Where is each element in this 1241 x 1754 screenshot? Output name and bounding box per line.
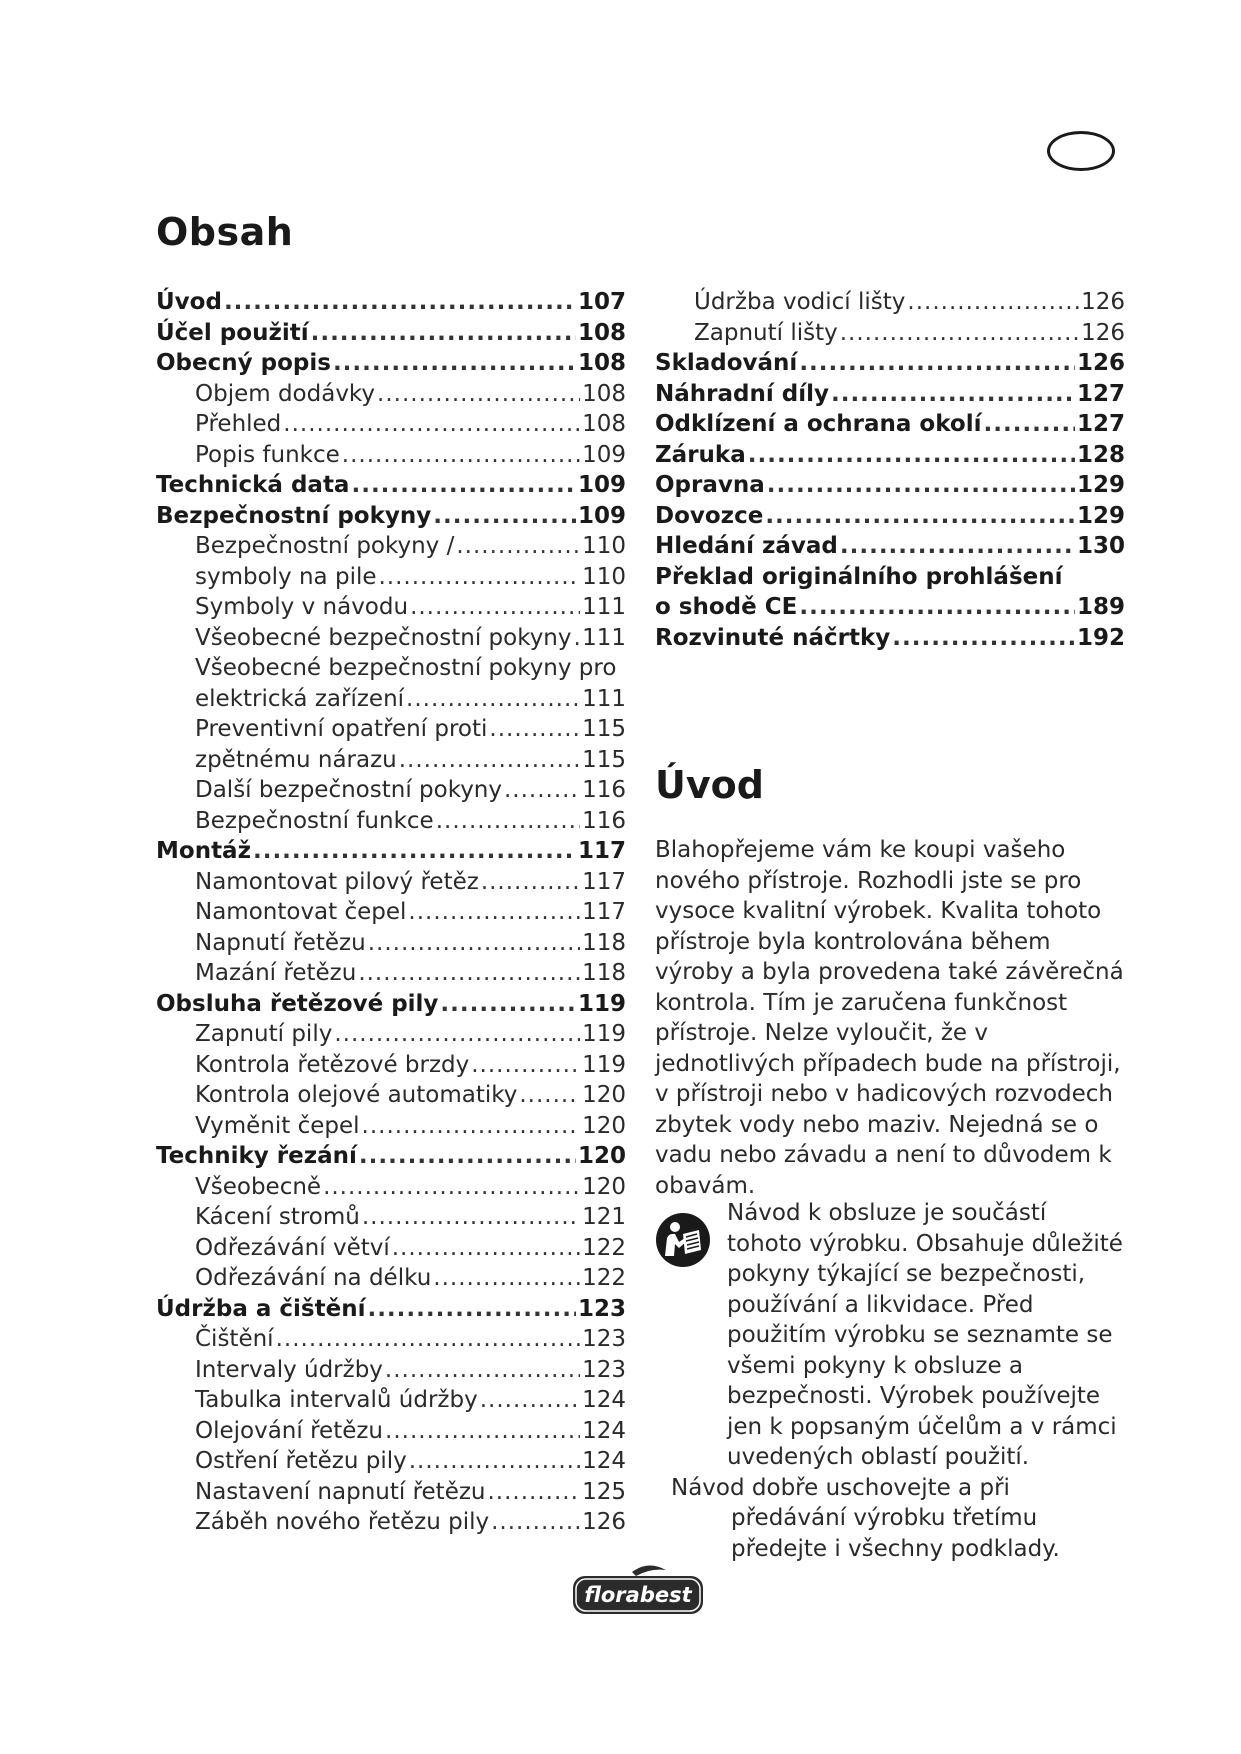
toc-entry-page: 120 — [577, 1143, 626, 1169]
toc-entry-page: 107 — [577, 289, 626, 315]
toc-entry-label: Překlad originálního prohlášení — [655, 563, 1063, 590]
toc-entry — [655, 348, 1125, 379]
toc-entry-label: zpětnému nárazu — [195, 746, 397, 773]
toc-dot-leader — [283, 409, 580, 440]
toc-dot-leader — [907, 287, 1079, 318]
toc-entry — [156, 531, 626, 562]
toc-entry-page: 129 — [1076, 472, 1125, 498]
toc-dot-leader — [433, 1263, 580, 1294]
toc-entry — [156, 684, 626, 715]
manual-notice-text: Návod k obsluze je součástí tohoto výrobku. Obsahuje důležité pokyny týkající se bezpečnosti, používání a likvidace. Před použitím výrobku se seznamte se všemi pokyny k obsluze a bezpečnosti. Výrobek používejte jen k popsaným účelům a v rámci uvedených oblastí použití. — [727, 1200, 1123, 1470]
toc-entry-label: Namontovat pilový řetěz — [195, 868, 479, 895]
toc-entry-label: Montáž — [156, 838, 251, 864]
toc-entry — [655, 623, 1125, 654]
toc-dot-leader — [799, 348, 1075, 379]
toc-entry-label: Všeobecně — [195, 1173, 322, 1200]
toc-entry — [156, 1294, 626, 1325]
toc-entry — [156, 379, 626, 410]
toc-dot-leader — [831, 379, 1075, 410]
toc-dot-leader — [504, 775, 580, 806]
toc-entry — [156, 1477, 626, 1508]
toc-entry — [156, 1263, 626, 1294]
toc-dot-leader — [409, 1446, 580, 1477]
toc-entry-label: Bezpečnostní pokyny / — [195, 533, 455, 559]
toc-dot-leader — [765, 501, 1075, 532]
toc-dot-leader — [342, 440, 580, 471]
toc-entry-page: 192 — [1076, 624, 1125, 651]
toc-dot-leader — [799, 592, 1075, 623]
toc-entry-page: 120 — [582, 1082, 626, 1108]
toc-entry-page: 119 — [577, 990, 626, 1017]
read-manual-icon — [655, 1212, 711, 1268]
toc-entry-page: 115 — [582, 716, 626, 742]
toc-entry-label: Odřezávání větví — [195, 1234, 390, 1261]
manual-notice — [655, 1198, 1125, 1564]
toc-dot-leader — [892, 623, 1075, 654]
toc-entry — [156, 958, 626, 989]
toc-entry-page: 110 — [582, 563, 626, 590]
toc-entry-page: 124 — [582, 1417, 626, 1444]
toc-dot-leader — [488, 1477, 581, 1508]
toc-dot-leader — [358, 958, 580, 989]
toc-entry — [156, 1385, 626, 1416]
toc-entry — [156, 1172, 626, 1203]
toc-entry — [156, 348, 626, 379]
toc-entry-label: Odřezávání na délku — [195, 1265, 432, 1291]
toc-entry — [156, 928, 626, 959]
toc-entry-label: Odklízení a ochrana okolí — [655, 411, 982, 437]
toc-entry-label: Údržba vodicí lišty — [694, 289, 906, 315]
toc-dot-leader — [368, 928, 580, 959]
toc-entry-page: 126 — [1081, 319, 1125, 346]
language-badge-oval — [1047, 131, 1115, 171]
toc-entry-page: 118 — [582, 929, 626, 956]
toc-dot-leader — [983, 409, 1075, 440]
toc-entry — [156, 440, 626, 471]
page-title: Obsah — [156, 210, 294, 254]
toc-dot-leader — [333, 348, 576, 379]
toc-entry-label: Rozvinuté náčrtky — [655, 624, 891, 651]
toc-entry-page: 124 — [582, 1448, 626, 1474]
toc-dot-leader — [408, 897, 580, 928]
toc-dot-leader — [311, 318, 576, 349]
toc-entry-page: 189 — [1076, 594, 1125, 620]
toc-entry-label: Vyměnit čepel — [195, 1112, 360, 1139]
toc-dot-leader — [253, 836, 576, 867]
keep-manual-first-line: Návod dobře uschovejte a při — [671, 1474, 1010, 1501]
toc-entry — [156, 836, 626, 867]
toc-dot-leader — [276, 1324, 581, 1355]
toc-entry-page: 123 — [582, 1326, 626, 1352]
section-title-uvod: Úvod — [655, 763, 764, 807]
toc-entry-label: symboly na pile — [195, 563, 377, 590]
toc-entry-page: 118 — [582, 960, 626, 986]
toc-entry — [156, 897, 626, 928]
toc-entry — [655, 379, 1125, 410]
toc-entry-page: 124 — [582, 1387, 626, 1413]
toc-dot-leader — [392, 1233, 580, 1264]
toc-entry-page: 115 — [582, 746, 626, 773]
toc-left-column — [156, 287, 626, 1538]
toc-dot-leader — [379, 562, 581, 593]
toc-entry-page: 128 — [1076, 441, 1125, 468]
toc-entry-label: Bezpečnostní pokyny — [156, 502, 432, 529]
toc-entry-page: 111 — [582, 594, 626, 620]
toc-dot-leader — [491, 1507, 580, 1538]
toc-entry-page: 121 — [582, 1204, 626, 1230]
toc-entry-page: 117 — [577, 838, 626, 864]
toc-dot-leader — [456, 531, 580, 562]
toc-entry-label: Záběh nového řetězu pily — [195, 1509, 490, 1535]
toc-entry — [156, 1111, 626, 1142]
toc-dot-leader — [489, 714, 580, 745]
toc-entry-label: Účel použití — [156, 319, 309, 346]
toc-entry-page: 109 — [577, 502, 626, 529]
toc-entry-label: Dovozce — [655, 502, 764, 529]
toc-entry — [156, 745, 626, 776]
toc-entry-label: Popis funkce — [195, 441, 340, 468]
toc-entry — [655, 562, 1125, 593]
toc-dot-leader — [748, 440, 1075, 471]
toc-entry — [156, 1324, 626, 1355]
toc-entry-label: Náhradní díly — [655, 380, 829, 407]
toc-entry-page: 108 — [577, 319, 626, 346]
toc-entry-page: 120 — [582, 1173, 626, 1200]
toc-entry — [655, 318, 1125, 349]
toc-entry-page: 119 — [582, 1051, 626, 1078]
toc-dot-leader — [377, 379, 580, 410]
toc-dot-leader — [410, 592, 580, 623]
toc-entry-label: Mazání řetězu — [195, 960, 357, 986]
toc-dot-leader — [840, 318, 1079, 349]
toc-dot-leader — [481, 867, 580, 898]
toc-entry — [156, 775, 626, 806]
toc-entry — [655, 592, 1125, 623]
toc-entry — [156, 1202, 626, 1233]
toc-entry-label: Hledání závad — [655, 533, 838, 559]
toc-entry-label: Čištění — [195, 1326, 274, 1352]
keep-manual-rest: předávání výrobku třetímu předejte i všechny podklady. — [731, 1505, 1060, 1562]
toc-entry-page: 126 — [1081, 289, 1125, 315]
toc-entry-page: 108 — [577, 350, 626, 376]
toc-dot-leader — [767, 470, 1075, 501]
toc-dot-leader — [351, 470, 576, 501]
toc-dot-leader — [433, 501, 576, 532]
toc-entry — [156, 592, 626, 623]
toc-entry-page: 130 — [1076, 533, 1125, 559]
toc-entry — [156, 1507, 626, 1538]
toc-dot-leader — [519, 1080, 580, 1111]
toc-entry-label: Symboly v návodu — [195, 594, 409, 620]
toc-entry — [156, 501, 626, 532]
toc-dot-leader — [224, 287, 576, 318]
toc-entry — [156, 1446, 626, 1477]
toc-dot-leader — [574, 623, 581, 654]
toc-entry-page: 129 — [1076, 502, 1125, 529]
toc-entry-label: Údržba a čištění — [156, 1295, 366, 1322]
toc-entry-label: Bezpečnostní funkce — [195, 807, 434, 834]
toc-entry-label: Objem dodávky — [195, 380, 376, 407]
toc-entry-label: Všeobecné bezpečnostní pokyny — [195, 624, 572, 651]
toc-entry-label: Tabulka intervalů údržby — [195, 1387, 478, 1413]
toc-entry-page: 126 — [582, 1509, 626, 1535]
toc-entry-label: Úvod — [156, 289, 222, 315]
toc-entry-label: Kontrola olejové automatiky — [195, 1082, 518, 1108]
toc-entry-page: 111 — [582, 624, 626, 651]
toc-entry-page: 127 — [1076, 411, 1125, 437]
toc-entry-page: 116 — [582, 807, 626, 834]
toc-entry-label: Namontovat čepel — [195, 899, 407, 925]
toc-entry — [156, 714, 626, 745]
toc-dot-leader — [840, 531, 1075, 562]
toc-entry — [156, 409, 626, 440]
toc-dot-leader — [367, 1294, 576, 1325]
toc-entry-page: 119 — [582, 1021, 626, 1047]
toc-right-column — [655, 287, 1125, 653]
keep-manual-text — [655, 1473, 1125, 1565]
logo-wordmark: florabest — [584, 1583, 692, 1607]
toc-entry-label: Nastavení napnutí řetězu — [195, 1478, 486, 1505]
toc-entry — [655, 287, 1125, 318]
toc-entry-label: Napnutí řetězu — [195, 929, 366, 956]
toc-entry-page: 122 — [582, 1234, 626, 1261]
toc-entry-label: Zapnutí lišty — [694, 319, 838, 346]
toc-entry-page: 109 — [577, 472, 626, 498]
toc-entry-label: Zapnutí pily — [195, 1021, 333, 1047]
toc-entry — [156, 1050, 626, 1081]
toc-entry — [156, 623, 626, 654]
toc-entry-page: 117 — [582, 868, 626, 895]
toc-entry — [156, 1019, 626, 1050]
toc-entry-label: Olejování řetězu — [195, 1417, 384, 1444]
toc-entry — [156, 1233, 626, 1264]
toc-entry — [156, 653, 626, 684]
toc-entry-label: Kácení stromů — [195, 1204, 360, 1230]
toc-entry-label: Preventivní opatření proti — [195, 716, 488, 742]
toc-entry — [655, 501, 1125, 532]
toc-dot-leader — [385, 1416, 580, 1447]
toc-dot-leader — [440, 989, 576, 1020]
logo-leaf-icon — [632, 1565, 666, 1576]
toc-entry — [156, 1080, 626, 1111]
toc-entry-label: Technická data — [156, 472, 350, 498]
brand-logo — [570, 1562, 706, 1618]
toc-dot-leader — [359, 1141, 576, 1172]
toc-entry-page: 108 — [582, 380, 626, 407]
toc-entry — [655, 531, 1125, 562]
toc-dot-leader — [406, 684, 580, 715]
toc-entry-label: Ostření řetězu pily — [195, 1448, 407, 1474]
toc-dot-leader — [480, 1385, 580, 1416]
toc-entry-label: Intervaly údržby — [195, 1356, 383, 1383]
toc-entry-page: 122 — [582, 1265, 626, 1291]
toc-dot-leader — [334, 1019, 580, 1050]
toc-dot-leader — [436, 806, 580, 837]
toc-entry-label: Přehled — [195, 411, 282, 437]
toc-entry-label: Další bezpečnostní pokyny — [195, 777, 502, 803]
toc-entry — [156, 989, 626, 1020]
toc-entry — [156, 562, 626, 593]
toc-dot-leader — [385, 1355, 580, 1386]
toc-entry — [156, 287, 626, 318]
toc-entry — [156, 1141, 626, 1172]
toc-entry — [156, 806, 626, 837]
intro-paragraph: Blahopřejeme vám ke koupi vašeho nového přístroje. Rozhodli jste se pro vysoce kvalitní výrobek. Kvalita tohoto přístroje byla kontrolována během výroby a byla provedena také závěrečná kontrola. Tím je zaručena funkčnost přístroje. Nelze vyloučit, že v jednotlivých případech bude na přístroji, v přístroji nebo v hadicových rozvodech zbytek vody nebo maziv. Nejedná se o vadu nebo závadu a není to důvodem k obavám. — [655, 837, 1124, 1199]
toc-entry-label: Všeobecné bezpečnostní pokyny pro — [195, 655, 617, 681]
toc-entry-page: 126 — [1076, 350, 1125, 376]
toc-entry — [655, 409, 1125, 440]
toc-entry-page: 127 — [1076, 380, 1125, 407]
toc-entry — [156, 867, 626, 898]
toc-entry-label: Opravna — [655, 472, 765, 498]
toc-entry-page: 116 — [582, 777, 626, 803]
toc-entry-label: Kontrola řetězové brzdy — [195, 1051, 470, 1078]
toc-entry-page: 117 — [582, 899, 626, 925]
toc-entry-page: 110 — [582, 533, 626, 559]
toc-dot-leader — [323, 1172, 580, 1203]
toc-entry-page: 123 — [577, 1295, 626, 1322]
toc-dot-leader — [362, 1202, 580, 1233]
toc-entry — [655, 470, 1125, 501]
toc-entry-label: Techniky řezání — [156, 1143, 357, 1169]
toc-entry-page: 120 — [582, 1112, 626, 1139]
toc-entry-label: Obecný popis — [156, 350, 331, 376]
toc-dot-leader — [471, 1050, 580, 1081]
toc-entry — [156, 1355, 626, 1386]
toc-entry — [156, 318, 626, 349]
toc-entry-page: 109 — [582, 441, 626, 468]
toc-entry-page: 125 — [582, 1478, 626, 1505]
toc-entry-label: Skladování — [655, 350, 798, 376]
toc-entry — [156, 1416, 626, 1447]
toc-entry — [156, 470, 626, 501]
toc-dot-leader — [362, 1111, 581, 1142]
toc-entry — [655, 440, 1125, 471]
toc-dot-leader — [399, 745, 580, 776]
toc-entry-page: 123 — [582, 1356, 626, 1383]
toc-entry-label: Záruka — [655, 441, 746, 468]
toc-entry-page: 108 — [582, 411, 626, 437]
toc-entry-label: elektrická zařízení — [195, 685, 405, 712]
toc-entry-label: Obsluha řetězové pily — [156, 990, 439, 1017]
toc-entry-page: 111 — [582, 685, 626, 712]
toc-entry-label: o shodě CE — [655, 594, 798, 620]
